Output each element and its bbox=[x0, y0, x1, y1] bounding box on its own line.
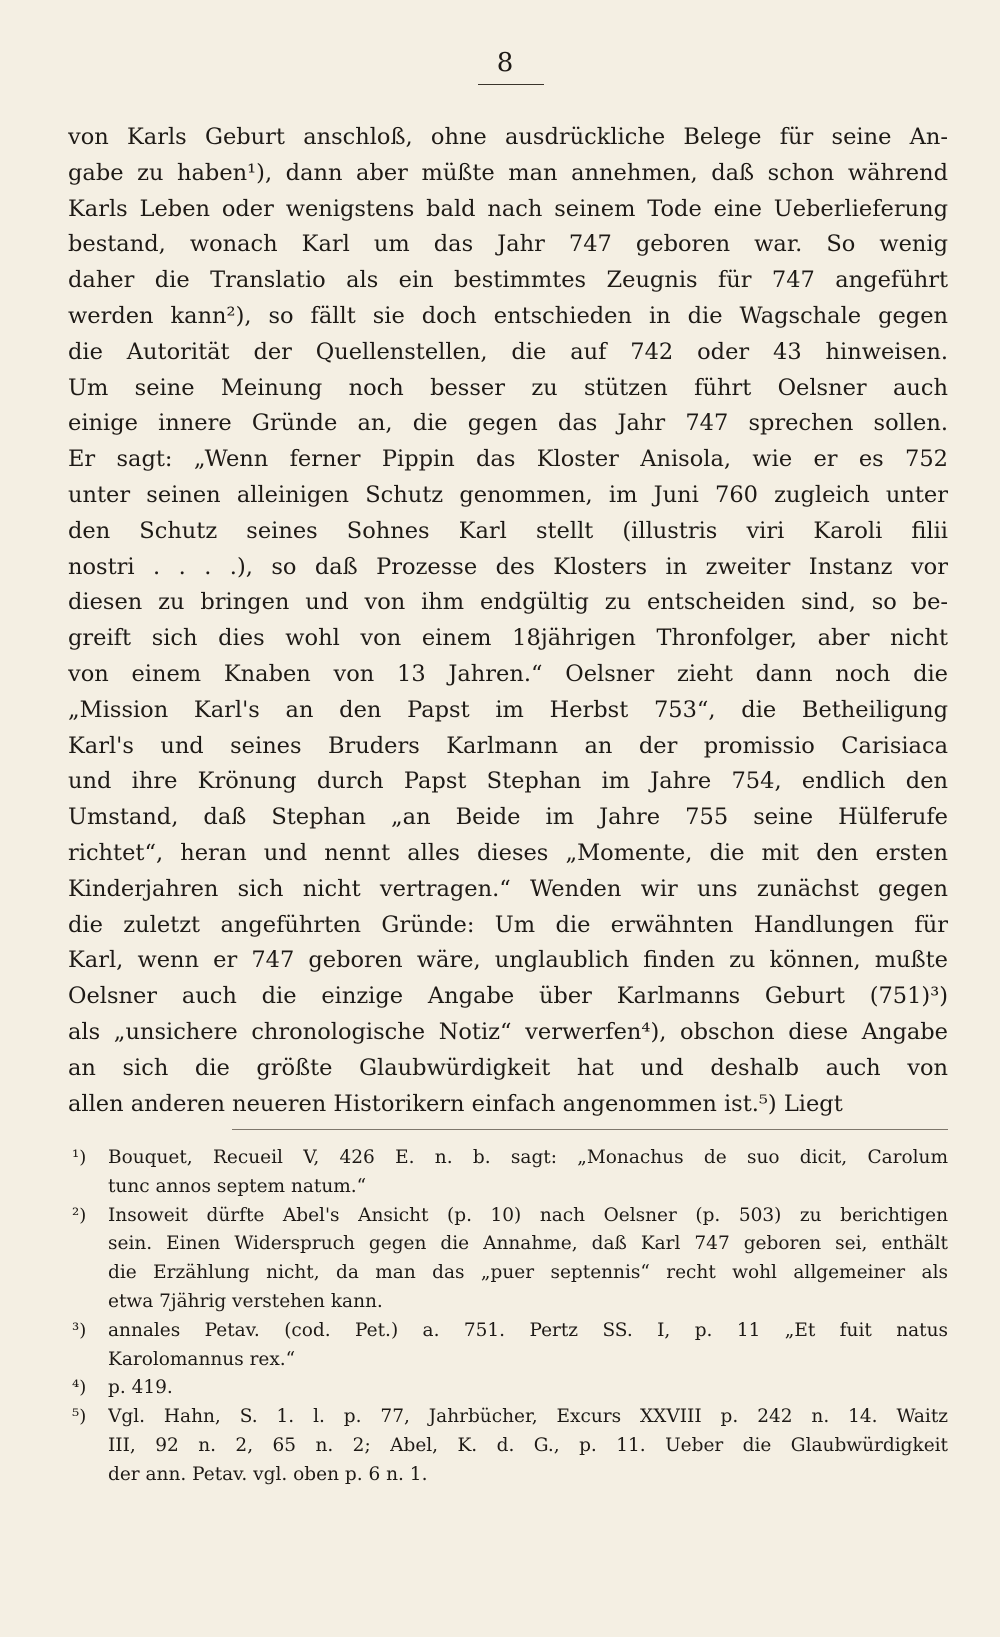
text-line: die Autorität der Quellenstellen, die auf 742 oder 43 hinweisen. bbox=[68, 338, 948, 365]
text-line: Er sagt: „Wenn ferner Pippin das Kloster Anisola, wie er es 752 bbox=[68, 446, 948, 473]
footnote-mark: ⁵) bbox=[72, 1406, 87, 1428]
footnote-line: annales Petav. (cod. Pet.) a. 751. Pertz SS. I, p. 11 „Et fuit natus bbox=[108, 1319, 948, 1341]
footnote-line: sein. Einen Widerspruch gegen die Annahme, daß Karl 747 geboren sei, enthält bbox=[108, 1233, 948, 1255]
page-number: 8 bbox=[496, 48, 514, 78]
main-text bbox=[68, 120, 948, 1122]
footnote bbox=[72, 1202, 948, 1317]
text-line: Karl's und seines Bruders Karlmann an der promissio Carisiaca bbox=[68, 732, 948, 759]
text-line: „Mission Karl's an den Papst im Herbst 753“, die Betheiligung bbox=[68, 696, 948, 723]
text-line: werden kann²), so fällt sie doch entschieden in die Wagschale gegen bbox=[68, 302, 948, 329]
footnote bbox=[72, 1317, 948, 1375]
footnote-line: p. 419. bbox=[108, 1377, 173, 1399]
text-line: die zuletzt angeführten Gründe: Um die erwähnten Handlungen für bbox=[68, 911, 948, 938]
text-line: von einem Knaben von 13 Jahren.“ Oelsner zieht dann noch die bbox=[68, 660, 948, 687]
text-line: und ihre Krönung durch Papst Stephan im Jahre 754, endlich den bbox=[68, 768, 948, 795]
footnote-line: die Erzählung nicht, da man das „puer septennis“ recht wohl allgemeiner als bbox=[108, 1262, 948, 1284]
footnote-mark: ¹) bbox=[72, 1147, 87, 1168]
text-line: Oelsner auch die einzige Angabe über Karlmanns Geburt (751)³) bbox=[68, 983, 948, 1010]
footnotes bbox=[72, 1144, 948, 1490]
text-line: unter seinen alleinigen Schutz genommen, im Juni 760 zugleich unter bbox=[68, 481, 948, 508]
text-line: allen anderen neueren Historikern einfach angenommen ist.⁵) Liegt bbox=[68, 1090, 843, 1117]
text-line: Karls Leben oder wenigstens bald nach seinem Tode eine Ueberlieferung bbox=[68, 195, 948, 222]
text-line: nostri . . . .), so daß Prozesse des Klosters in zweiter Instanz vor bbox=[68, 553, 948, 580]
text-line: richtet“, heran und nennt alles dieses „Momente, die mit den ersten bbox=[68, 839, 948, 866]
footnote bbox=[72, 1403, 948, 1489]
text-line: daher die Translatio als ein bestimmtes Zeugnis für 747 angeführt bbox=[68, 267, 948, 294]
footnote-line: Bouquet, Recueil V, 426 E. n. b. sagt: „Monachus de suo dicit, Carolum bbox=[108, 1147, 948, 1168]
text-line: einige innere Gründe an, die gegen das Jahr 747 sprechen sollen. bbox=[68, 410, 948, 437]
footnote-line: etwa 7jährig verstehen kann. bbox=[108, 1290, 383, 1312]
footnote-line: der ann. Petav. vgl. oben p. 6 n. 1. bbox=[108, 1463, 428, 1485]
text-line: Um seine Meinung noch besser zu stützen führt Oelsner auch bbox=[68, 374, 948, 401]
footnote-line: III, 92 n. 2, 65 n. 2; Abel, K. d. G., p. 11. Ueber die Glaubwürdigkeit bbox=[108, 1434, 948, 1456]
footnote-line: tunc annos septem natum.“ bbox=[108, 1175, 367, 1197]
text-line: von Karls Geburt anschloß, ohne ausdrückliche Belege für seine An- bbox=[68, 124, 948, 150]
text-line: Kinderjahren sich nicht vertragen.“ Wenden wir uns zunächst gegen bbox=[68, 875, 948, 902]
text-line: Karl, wenn er 747 geboren wäre, unglaublich finden zu können, mußte bbox=[68, 947, 948, 974]
text-line: an sich die größte Glaubwürdigkeit hat und deshalb auch von bbox=[68, 1054, 948, 1081]
footnote-mark: ²) bbox=[72, 1204, 87, 1226]
footnote-line: Insoweit dürfte Abel's Ansicht (p. 10) nach Oelsner (p. 503) zu berichtigen bbox=[108, 1204, 948, 1226]
text-line: gabe zu haben¹), dann aber müßte man annehmen, daß schon während bbox=[68, 159, 948, 186]
page-number-rule bbox=[478, 84, 544, 85]
text-line: diesen zu bringen und von ihm endgültig zu entscheiden sind, so be- bbox=[68, 589, 948, 616]
footnote bbox=[72, 1374, 948, 1403]
text-line: greift sich dies wohl von einem 18jährigen Thronfolger, aber nicht bbox=[68, 625, 948, 652]
footnote-separator bbox=[232, 1129, 948, 1130]
footnote bbox=[72, 1144, 948, 1202]
footnote-line: Vgl. Hahn, S. 1. l. p. 77, Jahrbücher, Excurs XXVIII p. 242 n. 14. Waitz bbox=[108, 1406, 948, 1428]
text-line: bestand, wonach Karl um das Jahr 747 geboren war. So wenig bbox=[68, 231, 948, 258]
text-line: den Schutz seines Sohnes Karl stellt (illustris viri Karoli filii bbox=[68, 517, 948, 544]
footnote-mark: ⁴) bbox=[72, 1377, 87, 1399]
text-line: Umstand, daß Stephan „an Beide im Jahre 755 seine Hülferufe bbox=[68, 804, 948, 831]
footnote-mark: ³) bbox=[72, 1319, 87, 1341]
footnote-line: Karolomannus rex.“ bbox=[108, 1348, 296, 1370]
text-line: als „unsichere chronologische Notiz“ verwerfen⁴), obschon diese Angabe bbox=[68, 1018, 948, 1045]
